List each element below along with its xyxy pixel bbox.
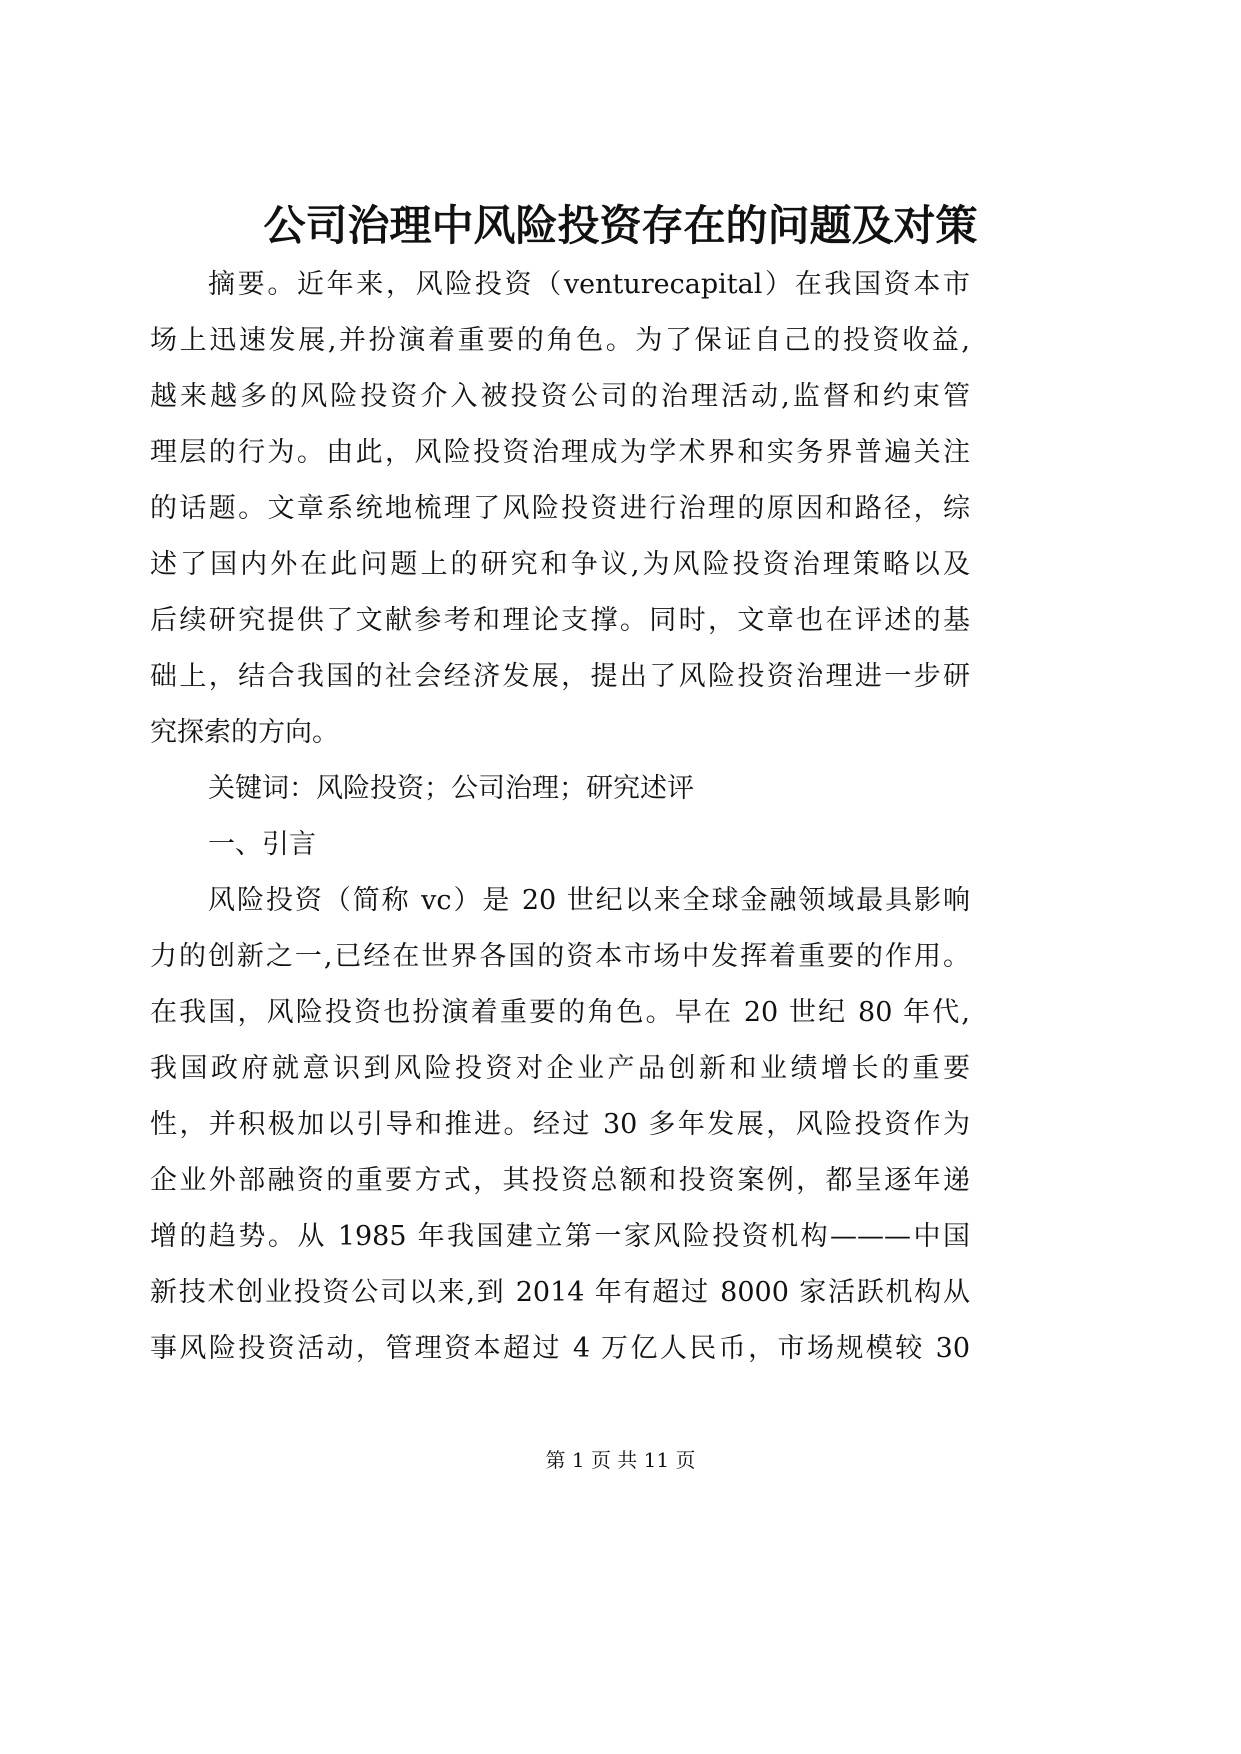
text-line: 性，并积极加以引导和推进。经过 30 多年发展，风险投资作为	[150, 1109, 970, 1140]
text-line: 越来越多的风险投资介入被投资公司的治理活动,监督和约束管	[150, 381, 970, 412]
text-line: 述了国内外在此问题上的研究和争议,为风险投资治理策略以及	[150, 549, 970, 580]
text-line: 企业外部融资的重要方式，其投资总额和投资案例，都呈逐年递	[150, 1165, 970, 1196]
text-line: 摘要。近年来，风险投资（venturecapital）在我国资本市	[208, 269, 970, 300]
text-line: 增的趋势。从 1985 年我国建立第一家风险投资机构———中国	[150, 1221, 970, 1252]
text-line: 后续研究提供了文献参考和理论支撑。同时，文章也在评述的基	[150, 605, 970, 636]
text-line: 事风险投资活动，管理资本超过 4 万亿人民币，市场规模较 30	[150, 1333, 970, 1364]
text-line: 究探索的方向。	[150, 717, 339, 748]
text-line: 理层的行为。由此，风险投资治理成为学术界和实务界普遍关注	[150, 437, 970, 468]
text-line: 的话题。文章系统地梳理了风险投资进行治理的原因和路径，综	[150, 493, 970, 524]
text-line: 关键词：风险投资；公司治理；研究述评	[208, 773, 694, 804]
text-line: 一、引言	[208, 829, 316, 860]
document-body	[150, 257, 970, 1377]
text-line: 风险投资（简称 vc）是 20 世纪以来全球金融领域最具影响	[208, 885, 970, 916]
text-line: 力的创新之一,已经在世界各国的资本市场中发挥着重要的作用。	[150, 941, 970, 972]
text-line: 我国政府就意识到风险投资对企业产品创新和业绩增长的重要	[150, 1053, 970, 1084]
text-line: 新技术创业投资公司以来,到 2014 年有超过 8000 家活跃机构从	[150, 1277, 970, 1308]
page-footer: 第 1 页 共 11 页	[545, 1448, 696, 1472]
text-line: 础上，结合我国的社会经济发展，提出了风险投资治理进一步研	[150, 661, 970, 692]
text-line: 在我国，风险投资也扮演着重要的角色。早在 20 世纪 80 年代,	[150, 997, 970, 1028]
text-line: 场上迅速发展,并扮演着重要的角色。为了保证自己的投资收益,	[150, 325, 970, 356]
document-title: 公司治理中风险投资存在的问题及对策	[263, 201, 978, 250]
